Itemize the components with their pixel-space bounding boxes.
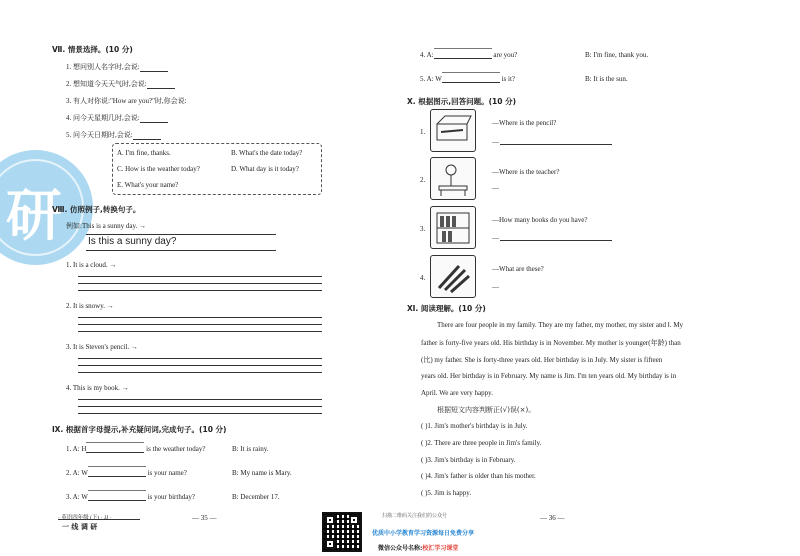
- s8-item-2: 2. It is snowy. →: [66, 302, 114, 310]
- teacher-desk-picture: [430, 157, 476, 200]
- passage-line-3: (比) my father. She is forty-three years old. Her birthday is in July. My sister is fifteen: [421, 356, 663, 364]
- s9-row-5-answer: B: It is the sun.: [585, 75, 628, 83]
- option-d: D. What day is it today?: [231, 165, 299, 173]
- s7-item-2: 2. 想知道今天天气时,会说:: [66, 79, 175, 89]
- footer-series: 一 线 调 研: [62, 523, 98, 531]
- picture-question-4: —What are these?: [492, 265, 544, 273]
- example-line: 例如:This is a sunny day. →: [66, 222, 147, 230]
- option-b: B. What's the date today?: [231, 149, 303, 157]
- picture-num-3: 3.: [420, 225, 426, 233]
- section-8-heading: Ⅷ. 仿照例子,转换句子。: [52, 205, 141, 214]
- writing-line[interactable]: [78, 365, 322, 366]
- bookshelf-picture: [430, 206, 476, 249]
- section-11-heading: Ⅺ. 阅读理解。(10 分): [407, 304, 486, 313]
- judge-item-5[interactable]: ( )5. Jim is happy.: [421, 489, 472, 497]
- footer-book-title: · 英语四年级 (下) · JJ ·: [58, 515, 112, 521]
- example-rule: [86, 250, 276, 251]
- picture-answer-dash-2: —: [492, 184, 499, 192]
- writing-line[interactable]: [78, 324, 322, 325]
- page-number-right: — 36 —: [540, 514, 565, 522]
- writing-line[interactable]: [78, 372, 322, 373]
- writing-line[interactable]: [78, 331, 322, 332]
- picture-question-3: —How many books do you have?: [492, 216, 588, 224]
- watermark-char: 研: [6, 184, 62, 249]
- page-number-left: — 35 —: [192, 514, 217, 522]
- picture-answer-dash-4: —: [492, 283, 499, 291]
- writing-line[interactable]: [78, 399, 322, 400]
- option-a: A. I'm fine, thanks.: [117, 149, 171, 157]
- picture-answer-dash-1: —: [492, 138, 499, 146]
- answer-line[interactable]: [500, 240, 612, 241]
- writing-line[interactable]: [78, 290, 322, 291]
- footer-rule: [58, 519, 140, 520]
- writing-line[interactable]: [78, 276, 322, 277]
- option-c: C. How is the weather today?: [117, 165, 200, 173]
- picture-num-2: 2.: [420, 176, 426, 184]
- option-e: E. What's your name?: [117, 181, 179, 189]
- example-rule: [86, 234, 276, 235]
- s9-row-2-answer: B: My name is Mary.: [232, 469, 292, 477]
- s7-item-4: 4. 问今天星期几时,会说:: [66, 113, 168, 123]
- s9-row-4-answer: B: I'm fine, thank you.: [585, 51, 649, 59]
- writing-line[interactable]: [78, 413, 322, 414]
- passage-line-4: years old. Her birthday is in February. My name is Jim. I'm ten years old. My birthday is in: [421, 372, 677, 380]
- passage-line-5: April. We are very happy.: [421, 389, 493, 397]
- writing-line[interactable]: [78, 283, 322, 284]
- s7-item-3: 3. 有人对你说:"How are you?"时,你会说:: [66, 97, 187, 105]
- judge-item-2[interactable]: ( )2. There are three people in Jim's family.: [421, 439, 542, 447]
- s8-item-3: 3. It is Steven's pencil. →: [66, 343, 138, 351]
- writing-line[interactable]: [78, 317, 322, 318]
- s8-item-1: 1. It is a cloud. →: [66, 261, 117, 269]
- s9-row-1-answer: B: It is rainy.: [232, 445, 269, 453]
- s9-row-2: 2. A: W is your name?: [66, 469, 187, 477]
- answer-line[interactable]: [500, 144, 612, 145]
- example-answer: Is this a sunny day?: [88, 236, 177, 247]
- scan-caption: 扫描二维码关注我们的公众号: [382, 513, 448, 519]
- passage-line-1: There are four people in my family. They are my father, my mother, my sister and Ⅰ. My: [437, 321, 684, 329]
- s8-item-4: 4. This is my book. →: [66, 384, 129, 392]
- passage-line-2: father is forty-five years old. His birthday is in November. My mother is younger(年龄) than: [421, 339, 681, 347]
- writing-line[interactable]: [78, 358, 322, 359]
- s9-row-3-answer: B: December 17.: [232, 493, 280, 501]
- s9-row-4: 4. A: are you?: [420, 51, 517, 59]
- picture-answer-dash-3: —: [492, 234, 499, 242]
- qr-code: [322, 512, 362, 552]
- s7-item-1: 1. 想问别人名字时,会说:: [66, 62, 168, 72]
- crayons-picture: [430, 255, 476, 298]
- picture-question-2: —Where is the teacher?: [492, 168, 560, 176]
- section-7-heading: Ⅶ. 情景选择。(10 分): [52, 45, 133, 54]
- picture-question-1: —Where is the pencil?: [492, 119, 557, 127]
- judge-instruction: 根据短文内容判断正(√)误(×)。: [437, 406, 536, 414]
- s9-row-3: 3. A: W is your birthday?: [66, 493, 195, 501]
- judge-item-3[interactable]: ( )3. Jim's birthday is in February.: [421, 456, 516, 464]
- s9-row-1: 1. A: H is the weather today?: [66, 445, 205, 453]
- picture-num-1: 1.: [420, 128, 426, 136]
- account-line: 微信公众号名称:校汇学习课堂: [378, 545, 459, 552]
- picture-num-4: 4.: [420, 274, 426, 282]
- section-9-heading: Ⅸ. 根据首字母提示,补充疑问词,完成句子。(10 分): [52, 425, 227, 434]
- section-10-heading: Ⅹ. 根据图示,回答问题。(10 分): [407, 97, 516, 106]
- judge-item-1[interactable]: ( )1. Jim's mother's birthday is in July.: [421, 422, 528, 430]
- pencil-box-picture: [430, 109, 476, 152]
- s9-row-5: 5. A: W is it?: [420, 75, 515, 83]
- s7-item-5: 5. 问今天日期时,会说:: [66, 130, 161, 140]
- judge-item-4[interactable]: ( )4. Jim's father is older than his mother.: [421, 472, 536, 480]
- writing-line[interactable]: [78, 406, 322, 407]
- promo-text: 优质中小学教育学习资源每日免费分享: [372, 530, 475, 537]
